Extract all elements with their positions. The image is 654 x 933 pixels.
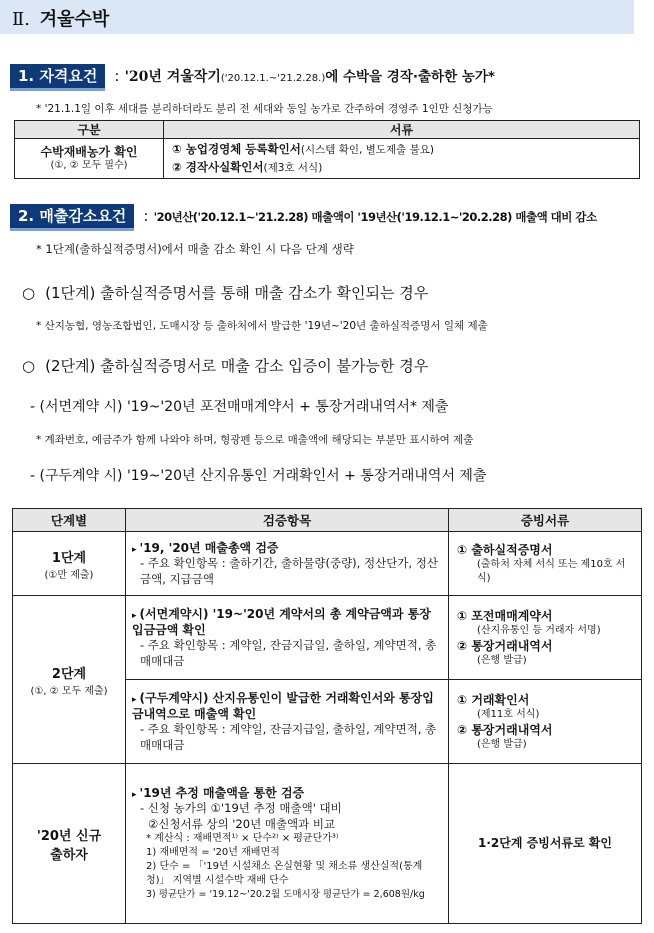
row2a-check-sub: - 주요 확인항목 : 계약일, 잔금지급일, 출하일, 계약면적, 총매매대금 (140, 638, 437, 668)
stage2-title: (2단계) 출하실적증명서로 매출 감소 입증이 불가능한 경우 (45, 357, 429, 375)
row3-note3: 3) 평균단가 = '19.12~'20.2월 도매시장 평균단가 = 2,608원/kg (146, 889, 425, 901)
triangle-bullet-icon: ▸ (132, 694, 137, 705)
s1-row-sub: (①, ② 모두 필수) (50, 159, 128, 171)
th-stage: 단계별 (13, 509, 126, 532)
row1-doc1: ① 출하실적증명서 (457, 542, 553, 557)
row1-check-sub: - 주요 확인항목 : 출하기간, 출하물량(중량), 정산단가, 정산금액, 지급금액 (140, 556, 438, 586)
s2-note: * 1단계(출하실적증명서)에서 매출 감소 확인 시 다음 단계 생략 (36, 242, 354, 256)
verification-table (12, 508, 642, 924)
s1-row-label (15, 139, 164, 179)
stage1-note: * 산지농협, 영농조합법인, 도매시장 등 출하처에서 발급한 '19년~'20년 출하실적증명서 일체 제출 (36, 320, 488, 332)
stage2-oral: - (구두계약 시) '19~'20년 산지유통인 거래확인서 + 통장거래내역서 제출 (30, 468, 487, 484)
stage2-written-note: * 계좌번호, 예금주가 함께 나와야 하며, 형광펜 등으로 매출액에 해당되는 부분만 표시하여 제출 (36, 434, 474, 446)
row2-stage-label: 2단계 (51, 666, 87, 682)
row3-docs (449, 764, 642, 924)
s1-row-docs (164, 139, 640, 179)
section-title: 겨울수박 (39, 9, 110, 30)
stage2-bullet: ○ (22, 357, 36, 375)
stage1-bullet: ○ (22, 284, 36, 302)
row1-stage (13, 532, 126, 596)
s1-note: * '21.1.1일 이후 세대를 분리하더라도 분리 전 세대와 동일 농가로 간주하여 경영주 1인만 신청가능 (36, 103, 493, 115)
row3-check-sub2: ②신청서류 상의 '20년 매출액과 비교 (148, 816, 336, 831)
stage2-line (22, 355, 428, 376)
s1-doc2-bold: ② 경작사실확인서 (172, 159, 264, 174)
row3-doc: 1·2단계 증빙서류로 확인 (478, 836, 612, 851)
row1-stage-sub: (①만 제출) (44, 569, 94, 581)
row1-docs (449, 532, 642, 596)
s1-desc-rest: 에 수박을 경작·출하한 농가* (325, 69, 495, 85)
s1-doc1-rest: (시스템 확인, 별도제출 불요) (300, 144, 434, 157)
row1-doc1-sub: (출하처 자체 서식 또는 제10호 서식) (477, 559, 626, 584)
row2b-docs (449, 680, 642, 764)
triangle-bullet-icon: ▸ (132, 790, 137, 801)
section-banner (0, 0, 634, 34)
s1-doc2-rest: (제3호 서식) (263, 161, 323, 174)
row3-stage-label: '20년 신규 (36, 828, 102, 844)
table-row (13, 532, 642, 596)
row3-check-sub1: - 신청 농가의 ①'19년 추정 매출액' 대비 (140, 801, 342, 816)
row2a-check-title: (서면계약시) '19~'20년 계약서의 총 계약금액과 통장입금금액 확인 (132, 606, 431, 637)
row2a-docs (449, 596, 642, 680)
stage1-title: (1단계) 출하실적증명서를 통해 매출 감소가 확인되는 경우 (45, 284, 429, 302)
row2-stage (13, 596, 126, 764)
row2b-check-title: (구두계약시) 산지유통인이 발급한 거래확인서와 통장입금내역으로 매출액 확인 (132, 690, 434, 721)
s2-heading-row (10, 205, 597, 226)
s1-row-main: 수박재배농가 확인 (40, 145, 138, 160)
table-row (13, 596, 642, 680)
section-number: Ⅱ. (12, 9, 30, 30)
th-check: 검증항목 (126, 509, 449, 532)
triangle-bullet-icon: ▸ (132, 544, 137, 555)
row3-stage (13, 764, 126, 924)
s1-table (14, 120, 640, 179)
row2b-doc2-sub: (은행 발급) (477, 738, 527, 750)
row2a-doc1: ① 포전매매계약서 (457, 608, 553, 623)
row3-check-title: '19년 추정 매출액을 통한 검증 (139, 786, 305, 801)
row2b-doc2: ② 통장거래내역서 (457, 722, 553, 737)
s2-label: 2. 매출감소요건 (10, 204, 134, 231)
s1-heading-row (10, 65, 495, 86)
s1-colon: : (114, 67, 120, 85)
s1-th-category: 구분 (15, 121, 164, 139)
row3-calc: * 계산식 : 재배면적¹⁾ × 단수²⁾ × 평균단가³⁾ (146, 833, 339, 845)
row2a-doc2: ② 통장거래내역서 (457, 638, 553, 653)
row2b-check (126, 680, 449, 764)
row2b-doc1-sub: (제11호 서식) (477, 709, 540, 720)
s1-desc-bold: '20년 겨울작기 (124, 69, 221, 85)
triangle-bullet-icon: ▸ (132, 610, 137, 621)
s1-th-docs: 서류 (164, 121, 640, 139)
row2-stage-sub: (①, ② 모두 제출) (30, 685, 108, 697)
th-docs: 증빙서류 (449, 509, 642, 532)
s1-doc1-bold: ① 농업경영체 등록확인서 (172, 142, 301, 157)
s2-colon: : (143, 207, 149, 225)
s2-desc: '20년산('20.12.1~'21.2.28) 매출액이 '19년산('19.12.1~'20.2.28) 매출액 대비 감소 (153, 210, 597, 224)
stage1-line (22, 282, 428, 303)
row3-check (126, 764, 449, 924)
table-row (13, 764, 642, 924)
s1-desc-period: ('20.12.1.~'21.2.28.) (220, 73, 326, 84)
row2a-doc2-sub: (은행 발급) (477, 654, 527, 666)
row3-note1: 1) 재배면적 = '20년 재배면적 (146, 847, 280, 859)
stage2-written: - (서면계약 시) '19~'20년 포전매매계약서 + 통장거래내역서* 제출 (30, 399, 449, 415)
row3-stage-label2: 출하자 (50, 847, 88, 863)
row1-check (126, 532, 449, 596)
row3-note2: 2) 단수 = 「'19년 시설채소 온실현황 및 채소류 생산실적(통계청)」 지역별 시설수박 재배 단수 (146, 861, 423, 887)
row1-stage-label: 1단계 (51, 550, 87, 566)
row2b-doc1: ① 거래확인서 (457, 692, 530, 707)
s1-label: 1. 자격요건 (10, 64, 105, 91)
row1-check-title: '19, '20년 매출총액 검증 (139, 540, 279, 555)
row2b-check-sub: - 주요 확인항목 : 계약일, 잔금지급일, 출하일, 계약면적, 총매매대금 (140, 722, 437, 752)
row2a-doc1-sub: (산지유통인 등 거래자 서명) (477, 625, 601, 636)
row2a-check (126, 596, 449, 680)
